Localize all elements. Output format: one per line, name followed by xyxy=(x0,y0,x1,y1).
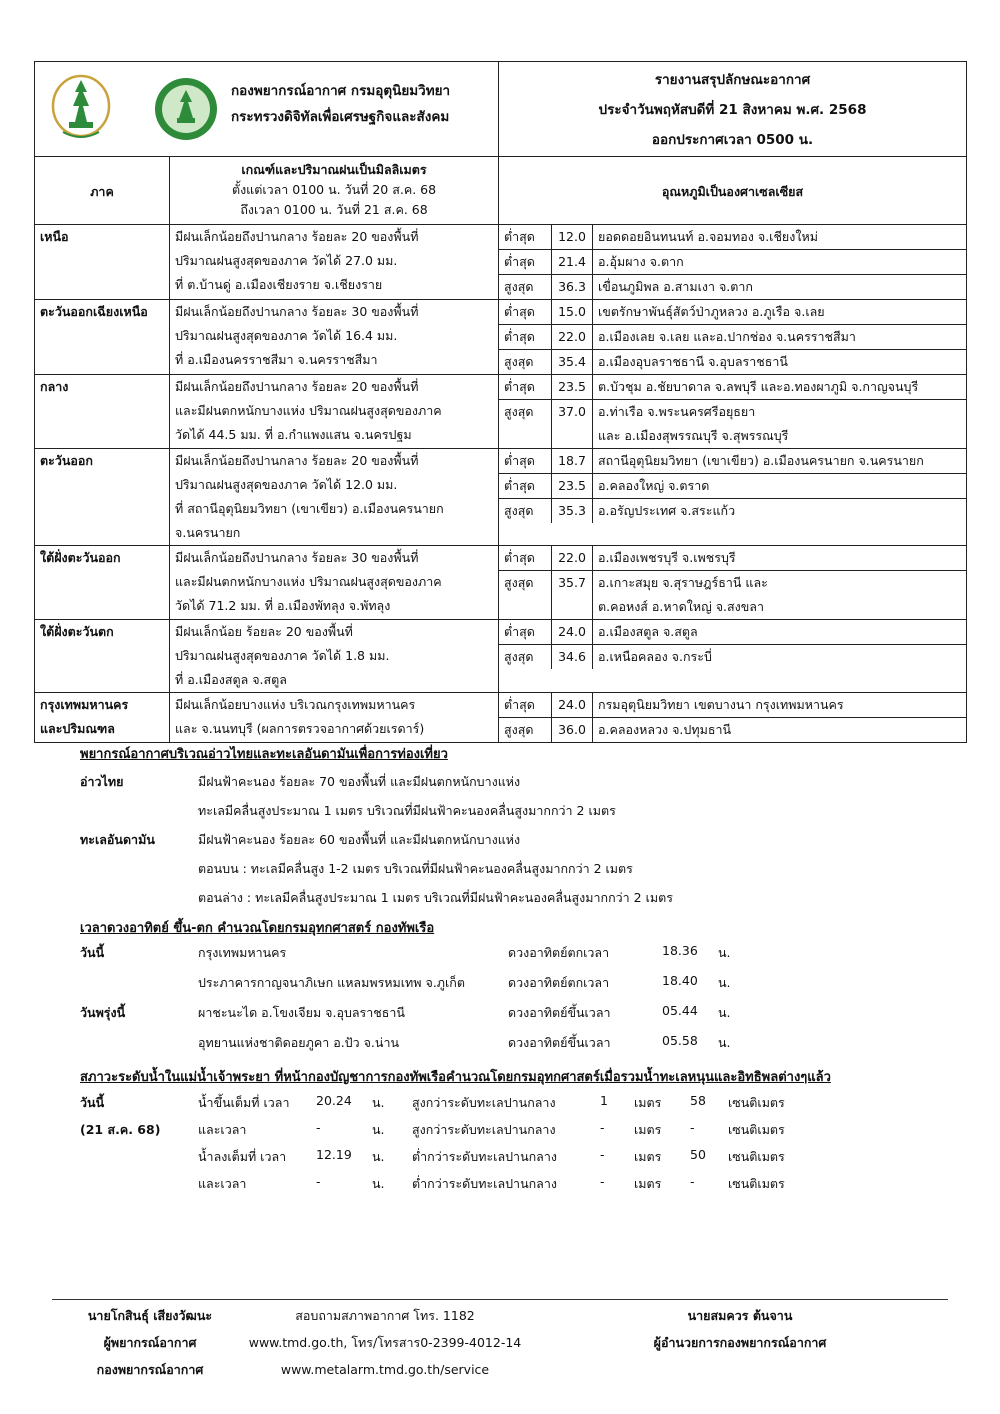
region-name xyxy=(35,693,170,743)
forecaster-division: กองพยากรณ์อากาศ xyxy=(96,1362,204,1377)
temps-table xyxy=(499,300,966,374)
region-name-line: ตะวันออกเฉียงเหนือ xyxy=(40,304,148,319)
temp-place-line: เขื่อนภูมิพล อ.สามเงา จ.ตาก xyxy=(598,279,753,294)
col-temp-header xyxy=(499,157,967,225)
temp-row xyxy=(499,375,966,400)
tide-day-label: วันนี้ xyxy=(80,1095,105,1110)
temp-value: 36.0 xyxy=(552,718,593,743)
sun-unit: น. xyxy=(718,975,731,990)
rain-line: ที่ ต.บ้านดู่ อ.เมืองเชียงราย จ.เชียงราย xyxy=(175,277,383,292)
temp-place xyxy=(593,275,967,300)
tmd-logo-icon xyxy=(153,74,219,144)
footer-middle xyxy=(240,1302,530,1383)
sun-time: 05.58 xyxy=(662,1033,698,1048)
tide-cm: 50 xyxy=(690,1147,706,1162)
temp-place-line: อ.เมืองอุบลราชธานี จ.อุบลราชธานี xyxy=(598,354,788,369)
sun-unit: น. xyxy=(718,1035,731,1050)
footer-left xyxy=(70,1302,230,1383)
temp-kind: สูงสุด xyxy=(499,400,552,449)
temp-place-line: อ.เมืองเลย จ.เลย และอ.ปากช่อง จ.นครราชสีมา xyxy=(598,329,856,344)
temp-row xyxy=(499,400,966,449)
sun-place: ผาชะนะได อ.โขงเจียม จ.อุบลราชธานี xyxy=(198,1005,405,1020)
temp-place-line: อ.ท่าเรือ จ.พระนครศรีอยุธยา xyxy=(598,404,756,419)
tide-m-unit: เมตร xyxy=(634,1149,662,1164)
temp-place-line: ต.บัวชุม อ.ชัยบาดาล จ.ลพบุรี และอ.ทองผาภูมิ จ.กาญจนบุรี xyxy=(598,379,919,394)
col-rain-header xyxy=(170,157,499,225)
temp-kind: สูงสุด xyxy=(499,645,552,670)
org-line2: กระทรวงดิจิทัลเพื่อเศรษฐกิจและสังคม xyxy=(231,109,450,125)
temp-place xyxy=(593,620,967,645)
tide-unit: น. xyxy=(372,1176,385,1191)
region-row xyxy=(35,300,967,375)
region-name xyxy=(35,300,170,375)
tide-cm: - xyxy=(690,1174,695,1189)
temp-value: 35.4 xyxy=(552,350,593,375)
rain-line: และมีฝนตกหนักบางแห่ง ปริมาณฝนสูงสุดของภาค xyxy=(175,403,442,418)
temp-place xyxy=(593,645,967,670)
rain-header-title: เกณฑ์และปริมาณฝนเป็นมิลลิเมตร xyxy=(241,162,427,177)
temp-row xyxy=(499,250,966,275)
temp-kind: ต่ำสุด xyxy=(499,225,552,250)
region-name-line: ตะวันออก xyxy=(40,453,93,468)
temp-row xyxy=(499,275,966,300)
region-rain xyxy=(170,225,499,300)
andaman-line-1: มีฝนฟ้าคะนอง ร้อยละ 60 ของพื้นที่ และมีฝนตกหนักบางแห่ง xyxy=(198,832,521,847)
temp-kind: สูงสุด xyxy=(499,571,552,620)
gulf-line-1: มีฝนฟ้าคะนอง ร้อยละ 70 ของพื้นที่ และมีฝนตกหนักบางแห่ง xyxy=(198,774,521,789)
region-name-line: เหนือ xyxy=(40,229,69,244)
temp-place xyxy=(593,693,967,718)
temp-place xyxy=(593,350,967,375)
temp-value: 35.3 xyxy=(552,499,593,524)
temp-row xyxy=(499,225,966,250)
header-org-cell xyxy=(35,62,499,157)
temp-value: 24.0 xyxy=(552,620,593,645)
temp-value: 21.4 xyxy=(552,250,593,275)
temp-place xyxy=(593,225,967,250)
temp-place xyxy=(593,449,967,474)
tide-time: 20.24 xyxy=(316,1093,352,1108)
temp-kind: ต่ำสุด xyxy=(499,620,552,645)
rain-line: ปริมาณฝนสูงสุดของภาค วัดได้ 16.4 มม. xyxy=(175,328,398,343)
region-row xyxy=(35,449,967,546)
temp-value: 15.0 xyxy=(552,300,593,325)
rain-line: ปริมาณฝนสูงสุดของภาค วัดได้ 27.0 มม. xyxy=(175,253,398,268)
weather-report-table xyxy=(34,61,967,743)
rain-line: มีฝนเล็กน้อยถึงปานกลาง ร้อยละ 30 ของพื้นที่ xyxy=(175,304,419,319)
temp-place-line: และ อ.เมืองสุพรรณบุรี จ.สุพรรณบุรี xyxy=(598,428,789,443)
temp-kind: สูงสุด xyxy=(499,350,552,375)
temp-value: 35.7 xyxy=(552,571,593,620)
temp-row xyxy=(499,546,966,571)
temp-place-line: สถานีอุตุนิยมวิทยา (เขาเขียว) อ.เมืองนครนายก จ.นครนายก xyxy=(598,453,924,468)
issued-time: ออกประกาศเวลา 0500 น. xyxy=(651,132,814,148)
region-temps xyxy=(499,620,967,693)
temp-row xyxy=(499,350,966,375)
sun-unit: น. xyxy=(718,1005,731,1020)
temp-row xyxy=(499,571,966,620)
region-row xyxy=(35,546,967,620)
temp-place-line: เขตรักษาพันธุ์สัตว์ป่าภูหลวง อ.ภูเรือ จ.เลย xyxy=(598,304,825,319)
region-rain xyxy=(170,693,499,743)
andaman-line-3: ตอนล่าง : ทะเลมีคลื่นสูงประมาณ 1 เมตร บริเวณที่มีฝนฟ้าคะนองคลื่นสูงมากกว่า 2 เมตร xyxy=(198,890,673,905)
temp-place xyxy=(593,400,967,449)
tide-m: - xyxy=(600,1147,605,1162)
temp-value: 23.5 xyxy=(552,474,593,499)
temp-row xyxy=(499,718,966,743)
director-title: ผู้อำนวยการกองพยากรณ์อากาศ xyxy=(653,1335,827,1350)
tide-title: สภาวะระดับน้ำในแม่น้ำเจ้าพระยา ที่หน้ากองบัญชาการกองทัพเรือคำนวณโดยกรมอุทกศาสตร์เมื่อรวมน้ำทะเลหนุนและอิทธิพลต่างๆแล้ว xyxy=(80,1070,831,1085)
tide-m: - xyxy=(600,1120,605,1135)
tide-time: - xyxy=(316,1120,321,1135)
region-name xyxy=(35,225,170,300)
sun-time: 05.44 xyxy=(662,1003,698,1018)
temp-row xyxy=(499,325,966,350)
sun-day: วันพรุ่งนี้ xyxy=(80,1005,126,1020)
region-name xyxy=(35,375,170,449)
tide-ref: สูงกว่าระดับทะเลปานกลาง xyxy=(412,1095,556,1110)
temp-row xyxy=(499,300,966,325)
tide-m-unit: เมตร xyxy=(634,1176,662,1191)
temp-header-title: อุณหภูมิเป็นองศาเซลเซียส xyxy=(661,184,804,199)
marine-title: พยากรณ์อากาศบริเวณอ่าวไทยและทะเลอันดามันเพื่อการท่องเที่ยว xyxy=(80,747,448,762)
temp-kind: ต่ำสุด xyxy=(499,546,552,571)
report-date: ประจำวันพฤหัสบดีที่ 21 สิงหาคม พ.ศ. 2568 xyxy=(598,102,867,118)
temp-place-line: อ.คลองใหญ่ จ.ตราด xyxy=(598,478,710,493)
temp-value: 37.0 xyxy=(552,400,593,449)
temp-value: 36.3 xyxy=(552,275,593,300)
temp-kind: สูงสุด xyxy=(499,275,552,300)
temp-value: 22.0 xyxy=(552,325,593,350)
temp-kind: สูงสุด xyxy=(499,718,552,743)
rain-line: มีฝนเล็กน้อยบางแห่ง บริเวณกรุงเทพมหานคร xyxy=(175,697,416,712)
director-name: นายสมควร ต้นจาน xyxy=(687,1308,793,1323)
temp-row xyxy=(499,449,966,474)
rain-line: ปริมาณฝนสูงสุดของภาค วัดได้ 1.8 มม. xyxy=(175,648,390,663)
gulf-label: อ่าวไทย xyxy=(80,774,124,789)
temp-kind: สูงสุด xyxy=(499,499,552,524)
temp-place xyxy=(593,499,967,524)
temp-place xyxy=(593,546,967,571)
sun-place: กรุงเทพมหานคร xyxy=(198,945,287,960)
sun-event: ดวงอาทิตย์ตกเวลา xyxy=(508,945,610,960)
sun-place: อุทยานแห่งชาติดอยภูคา อ.ปัว จ.น่าน xyxy=(198,1035,400,1050)
tide-unit: น. xyxy=(372,1095,385,1110)
forecaster-name: นายโกสินธุ์ เสียงวัฒนะ xyxy=(87,1308,213,1323)
temp-place xyxy=(593,325,967,350)
region-temps xyxy=(499,300,967,375)
sun-time: 18.36 xyxy=(662,943,698,958)
tide-time: - xyxy=(316,1174,321,1189)
region-temps xyxy=(499,546,967,620)
tide-label: น้ำลงเต็มที่ เวลา xyxy=(198,1149,287,1164)
sun-unit: น. xyxy=(718,945,731,960)
tide-unit: น. xyxy=(372,1149,385,1164)
region-header-label: ภาค xyxy=(90,184,114,199)
rain-line: ที่ อ.เมืองนครราชสีมา จ.นครราชสีมา xyxy=(175,352,378,367)
ministry-logo-icon xyxy=(49,72,113,144)
region-rain xyxy=(170,300,499,375)
temp-place-line: กรมอุตุนิยมวิทยา เขตบางนา กรุงเทพมหานคร xyxy=(598,697,844,712)
sun-event: ดวงอาทิตย์ขึ้นเวลา xyxy=(508,1005,611,1020)
rain-line: จ.นครนายก xyxy=(175,525,241,540)
gulf-line-2: ทะเลมีคลื่นสูงประมาณ 1 เมตร บริเวณที่มีฝนฟ้าคะนองคลื่นสูงมากกว่า 2 เมตร xyxy=(198,803,616,818)
region-name xyxy=(35,546,170,620)
temp-row xyxy=(499,620,966,645)
tide-m-unit: เมตร xyxy=(634,1095,662,1110)
tide-ref: ต่ำกว่าระดับทะเลปานกลาง xyxy=(412,1149,557,1164)
rain-line: มีฝนเล็กน้อยถึงปานกลาง ร้อยละ 20 ของพื้นที่ xyxy=(175,229,419,244)
temp-value: 22.0 xyxy=(552,546,593,571)
temps-table xyxy=(499,546,966,619)
temp-place-line: ยอดดอยอินทนนท์ อ.จอมทอง จ.เชียงใหม่ xyxy=(598,229,818,244)
temp-place-line: อ.อรัญประเทศ จ.สระแก้ว xyxy=(598,503,736,518)
region-temps xyxy=(499,449,967,546)
rain-line: มีฝนเล็กน้อยถึงปานกลาง ร้อยละ 20 ของพื้นที่ xyxy=(175,453,419,468)
temps-table xyxy=(499,225,966,299)
tide-label: และเวลา xyxy=(198,1176,247,1191)
rain-line: และ จ.นนทบุรี (ผลการตรวจอากาศด้วยเรดาร์) xyxy=(175,721,425,736)
header-title-cell xyxy=(499,62,967,157)
region-rain xyxy=(170,546,499,620)
temps-table xyxy=(499,449,966,523)
temp-place xyxy=(593,300,967,325)
region-name-line: และปริมณฑล xyxy=(40,721,115,736)
region-rain xyxy=(170,449,499,546)
region-name-line: ใต้ฝั่งตะวันตก xyxy=(40,624,114,639)
tide-m: 1 xyxy=(600,1093,608,1108)
forecaster-title: ผู้พยากรณ์อากาศ xyxy=(103,1335,197,1350)
region-name-line: กรุงเทพมหานคร xyxy=(40,697,129,712)
temp-place-line: อ.เมืองสตูล จ.สตูล xyxy=(598,624,698,639)
footer-divider xyxy=(52,1299,948,1300)
andaman-label: ทะเลอันดามัน xyxy=(80,832,155,847)
temp-kind: ต่ำสุด xyxy=(499,325,552,350)
org-line1: กองพยากรณ์อากาศ กรมอุตุนิยมวิทยา xyxy=(231,83,451,99)
tide-ref: ต่ำกว่าระดับทะเลปานกลาง xyxy=(412,1176,557,1191)
region-row xyxy=(35,375,967,449)
temp-kind: ต่ำสุด xyxy=(499,250,552,275)
temp-kind: ต่ำสุด xyxy=(499,693,552,718)
temp-value: 24.0 xyxy=(552,693,593,718)
sun-place: ประภาคารกาญจนาภิเษก แหลมพรหมเทพ จ.ภูเก็ต xyxy=(198,975,465,990)
rain-line: ปริมาณฝนสูงสุดของภาค วัดได้ 12.0 มม. xyxy=(175,477,398,492)
temp-kind: ต่ำสุด xyxy=(499,300,552,325)
rain-line: และมีฝนตกหนักบางแห่ง ปริมาณฝนสูงสุดของภาค xyxy=(175,574,442,589)
tide-cm: - xyxy=(690,1120,695,1135)
region-temps xyxy=(499,225,967,300)
region-rain xyxy=(170,375,499,449)
region-row xyxy=(35,693,967,743)
region-row xyxy=(35,225,967,300)
col-region-header xyxy=(35,157,170,225)
temp-kind: ต่ำสุด xyxy=(499,449,552,474)
tide-cm-unit: เซนติเมตร xyxy=(728,1095,785,1110)
region-row xyxy=(35,620,967,693)
tide-cm-unit: เซนติเมตร xyxy=(728,1176,785,1191)
rain-line: มีฝนเล็กน้อยถึงปานกลาง ร้อยละ 20 ของพื้นที่ xyxy=(175,379,419,394)
rain-header-from: ตั้งแต่เวลา 0100 น. วันที่ 20 ส.ค. 68 xyxy=(231,182,437,197)
temp-row xyxy=(499,645,966,670)
tide-cm-unit: เซนติเมตร xyxy=(728,1149,785,1164)
rain-line: มีฝนเล็กน้อย ร้อยละ 20 ของพื้นที่ xyxy=(175,624,353,639)
tide-cm-unit: เซนติเมตร xyxy=(728,1122,785,1137)
temp-place xyxy=(593,718,967,743)
tide-ref: สูงกว่าระดับทะเลปานกลาง xyxy=(412,1122,556,1137)
region-name xyxy=(35,620,170,693)
rain-line: ที่ สถานีอุตุนิยมวิทยา (เขาเขียว) อ.เมืองนครนายก xyxy=(175,501,444,516)
temp-value: 23.5 xyxy=(552,375,593,400)
temps-table xyxy=(499,375,966,448)
sun-event: ดวงอาทิตย์ขึ้นเวลา xyxy=(508,1035,611,1050)
temp-place-line: อ.อุ้มผาง จ.ตาก xyxy=(598,254,684,269)
temp-place-line: อ.เหนือคลอง จ.กระบี่ xyxy=(598,649,712,664)
tide-m-unit: เมตร xyxy=(634,1122,662,1137)
temp-place xyxy=(593,474,967,499)
tide-unit: น. xyxy=(372,1122,385,1137)
tide-label: น้ำขึ้นเต็มที่ เวลา xyxy=(198,1095,290,1110)
region-rows xyxy=(35,225,967,743)
tide-time: 12.19 xyxy=(316,1147,352,1162)
tide-m: - xyxy=(600,1174,605,1189)
rain-header-to: ถึงเวลา 0100 น. วันที่ 21 ส.ค. 68 xyxy=(240,202,428,217)
rain-line: ที่ อ.เมืองสตูล จ.สตูล xyxy=(175,672,287,687)
temp-place-line: ต.คอหงส์ อ.หาดใหญ่ จ.สงขลา xyxy=(598,599,764,614)
temp-row xyxy=(499,693,966,718)
temp-row xyxy=(499,474,966,499)
temp-row xyxy=(499,499,966,524)
region-name xyxy=(35,449,170,546)
service-link[interactable]: www.metalarm.tmd.go.th/service xyxy=(280,1362,490,1377)
temp-value: 12.0 xyxy=(552,225,593,250)
temp-place xyxy=(593,375,967,400)
sun-title: เวลาดวงอาทิตย์ ขึ้น-ตก คำนวณโดยกรมอุทกศาสตร์ กองทัพเรือ xyxy=(80,921,435,936)
sun-time: 18.40 xyxy=(662,973,698,988)
temp-place xyxy=(593,571,967,620)
region-temps xyxy=(499,693,967,743)
tide-cm: 58 xyxy=(690,1093,706,1108)
org-name xyxy=(231,78,450,130)
region-temps xyxy=(499,375,967,449)
tide-label: และเวลา xyxy=(198,1122,247,1137)
hotline-text: สอบถามสภาพอากาศ โทร. 1182 xyxy=(295,1308,475,1323)
temp-place-line: อ.เมืองเพชรบุรี จ.เพชรบุรี xyxy=(598,550,736,565)
footer-right xyxy=(630,1302,850,1356)
temp-place-line: อ.คลองหลวง จ.ปทุมธานี xyxy=(598,722,732,737)
rain-line: วัดได้ 44.5 มม. ที่ อ.กำแพงแสน จ.นครปฐม xyxy=(175,427,412,442)
tide-date-label: (21 ส.ค. 68) xyxy=(80,1122,161,1137)
sun-event: ดวงอาทิตย์ตกเวลา xyxy=(508,975,610,990)
sun-day: วันนี้ xyxy=(80,945,105,960)
region-name-line: ใต้ฝั่งตะวันออก xyxy=(40,550,121,565)
andaman-line-2: ตอนบน : ทะเลมีคลื่นสูง 1-2 เมตร บริเวณที่มีฝนฟ้าคะนองคลื่นสูงมากกว่า 2 เมตร xyxy=(198,861,633,876)
temps-table xyxy=(499,693,966,742)
temp-value: 18.7 xyxy=(552,449,593,474)
temp-place-line: อ.เกาะสมุย จ.สุราษฎร์ธานี และ xyxy=(598,575,768,590)
region-name-line: กลาง xyxy=(40,379,69,394)
temps-table xyxy=(499,620,966,669)
rain-line: วัดได้ 71.2 มม. ที่ อ.เมืองพัทลุง จ.พัทลุง xyxy=(175,598,391,613)
website-link[interactable]: www.tmd.go.th, โทร/โทรสาร0-2399-4012-14 xyxy=(248,1335,522,1350)
rain-line: มีฝนเล็กน้อยถึงปานกลาง ร้อยละ 30 ของพื้นที่ xyxy=(175,550,419,565)
temp-kind: ต่ำสุด xyxy=(499,474,552,499)
temp-place xyxy=(593,250,967,275)
temp-kind: ต่ำสุด xyxy=(499,375,552,400)
report-title: รายงานสรุปลักษณะอากาศ xyxy=(654,72,811,88)
temp-value: 34.6 xyxy=(552,645,593,670)
region-rain xyxy=(170,620,499,693)
